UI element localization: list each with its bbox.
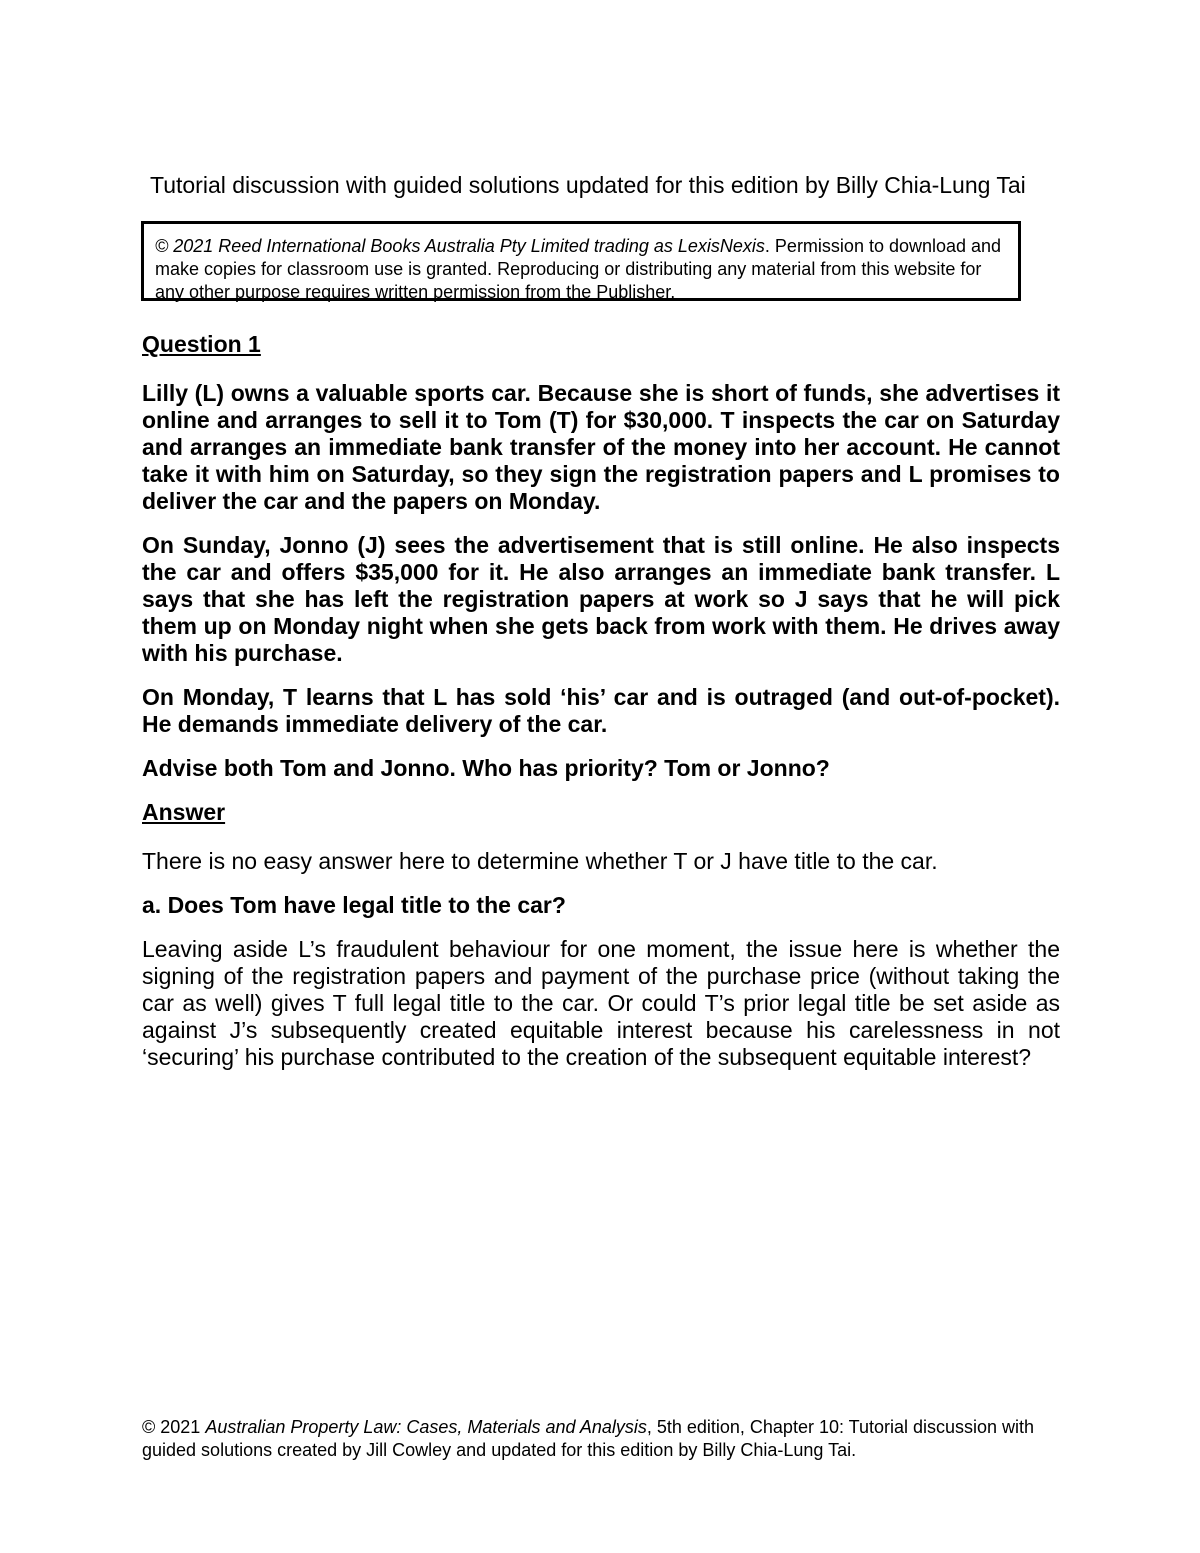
question-paragraph: Lilly (L) owns a valuable sports car. Because she is short of funds, she advertises it online and arranges to sell it to Tom (T) for $30,000. T inspects the car on Saturday and arranges an immediate bank transfer of the money into her account. He cannot take it with him on Saturday, so they sign the registration papers and L promises to deliver the car and the papers on Monday. (142, 380, 1060, 514)
copyright-permission-text: . Permission to download and make copies for classroom use is granted. Reproducing or distributing any material from this website for any other purpose requires written permission from the Publisher. (155, 236, 1002, 302)
question-heading: Question 1 (142, 331, 261, 357)
main-content (142, 331, 1060, 1088)
answer-subheading: a. Does Tom have legal title to the car? (142, 892, 566, 918)
copyright-publisher: © 2021 Reed International Books Australia Pty Limited trading as LexisNexis (155, 236, 765, 256)
question-paragraph: On Monday, T learns that L has sold ‘his’ car and is outraged (and out-of-pocket). He demands immediate delivery of the car. (142, 684, 1060, 737)
answer-intro: There is no easy answer here to determine whether T or J have title to the car. (142, 848, 938, 874)
answer-body: Leaving aside L’s fraudulent behaviour for one moment, the issue here is whether the signing of the registration papers and payment of the purchase price (without taking the car as well) gives T full legal title to the car. Or could T’s prior legal title be set aside as against J’s subsequently created equitable interest because his carelessness in not ‘securing’ his purchase contributed to the creation of the subsequent equitable interest? (142, 936, 1060, 1070)
question-paragraph: On Sunday, Jonno (J) sees the advertisement that is still online. He also inspects the car and offers $35,000 for it. He also arranges an immediate bank transfer. L says that she has left the registration papers at work so J says that he will pick them up on Monday night when she gets back from work with them. He drives away with his purchase. (142, 532, 1060, 666)
footer-edition-text: , 5th edition, Chapter 10: Tutorial discussion with guided solutions created by Jill Cowley and updated for this edition by Billy Chia-Lung Tai. (142, 1417, 1035, 1460)
page-footer (142, 1416, 1042, 1462)
question-prompt: Advise both Tom and Jonno. Who has priority? Tom or Jonno? (142, 755, 830, 781)
footer-copyright-prefix: © 2021 (142, 1417, 206, 1437)
answer-heading: Answer (142, 799, 226, 825)
footer-book-title: Australian Property Law: Cases, Materials and Analysis (205, 1417, 647, 1437)
page-header: Tutorial discussion with guided solutions updated for this edition by Billy Chia-Lung Tai (150, 172, 1026, 198)
copyright-notice-box (141, 221, 1021, 301)
